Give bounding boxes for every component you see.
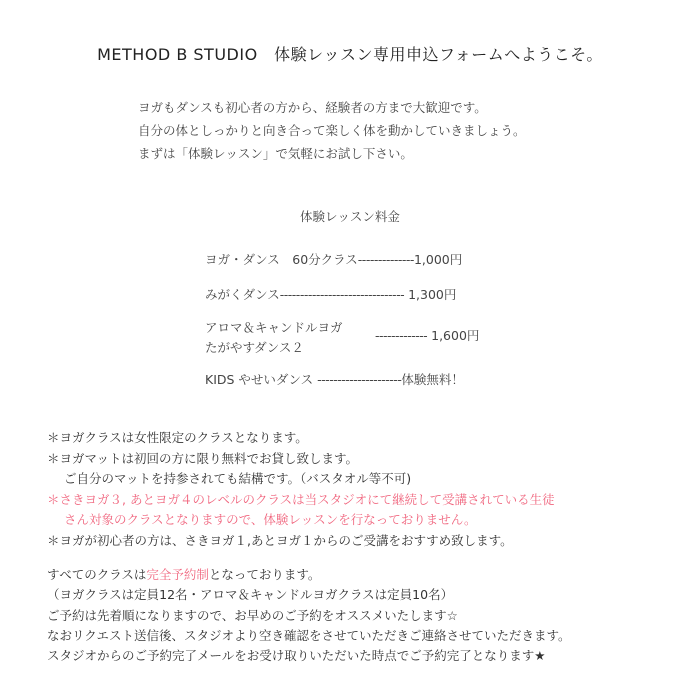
price-row [205,285,456,303]
price-row-value: 1,600円 [431,328,480,343]
price-row-dashes: ------------------------------- [279,287,405,302]
intro-line: 自分の体としっかりと向き合って楽しく体を動かしていきましょう。 [138,123,526,138]
price-row [205,370,464,388]
note-line: ＊ヨガが初心者の方は、さきヨガ１,あとヨガ１からのご受講をおすすめ致します。 [47,532,513,548]
price-row-value: 体験無料！ [401,372,464,387]
reservation-info [47,565,697,666]
price-row-name: KIDS やせいダンス [205,372,314,387]
footer-line: スタジオからのご予約完了メールをお受け取りいただいた時点でご予約完了となります★ [47,648,546,664]
footer-text: すべてのクラスは [47,567,147,582]
price-row-value: 1,300円 [408,287,457,302]
price-row-name: ヨガ・ダンス 60分クラス [205,252,358,267]
footer-line: なおリクエスト送信後、スタジオより空き確認をさせていただきご連絡させていただきます。 [47,627,571,643]
price-row-dashes: --------------------- [317,372,402,387]
footer-line: （ヨガクラスは定員12名・アロマ＆キャンドルヨガクラスは定員10名） [47,587,454,603]
price-row-name: アロマ＆キャンドルヨガ [205,320,343,335]
page-title: METHOD B STUDIO 体験レッスン専用申込フォームへようこそ。 [97,45,603,64]
price-row-value: 1,000円 [413,252,463,267]
footer-line: ご予約は先着順になりますので、お早めのご予約をオススメいたします☆ [47,607,458,623]
price-row-name: みがくダンス [205,287,280,302]
price-row [205,250,462,268]
price-row-dashes: -------------- [357,252,414,267]
price-row [205,318,480,356]
price-row-dashes: ------------- [375,328,428,343]
reservation-highlight: 完全予約制 [146,567,209,582]
note-line-highlight: ＊さきヨガ３, あとヨガ４のレベルのクラスは当スタジオにて継続して受講されている生徒 [47,491,555,507]
notes-list [47,428,687,551]
note-line-highlight: さん対象のクラスとなりますので、体験レッスンを行なっておりません。 [64,512,477,527]
note-line: ＊ヨガクラスは女性限定のクラスとなります。 [47,430,308,445]
note-line: ＊ヨガマットは初回の方に限り無料でお貸し致します。 [47,450,359,466]
note-line: ご自分のマットを持参されても結構です。（バスタオル等不可) [64,471,412,486]
price-row-name: たがやすダンス２ [205,340,304,355]
footer-line [47,565,697,585]
intro-line: ヨガもダンスも初心者の方から、経験者の方まで大歓迎です。 [138,100,487,115]
pricing-title: 体験レッスン料金 [300,209,400,224]
intro-text [138,96,658,165]
footer-text: となっております。 [208,567,321,582]
price-row-value-group [375,326,479,344]
intro-line: まずは「体験レッスン」で気軽にお試し下さい。 [138,146,413,161]
